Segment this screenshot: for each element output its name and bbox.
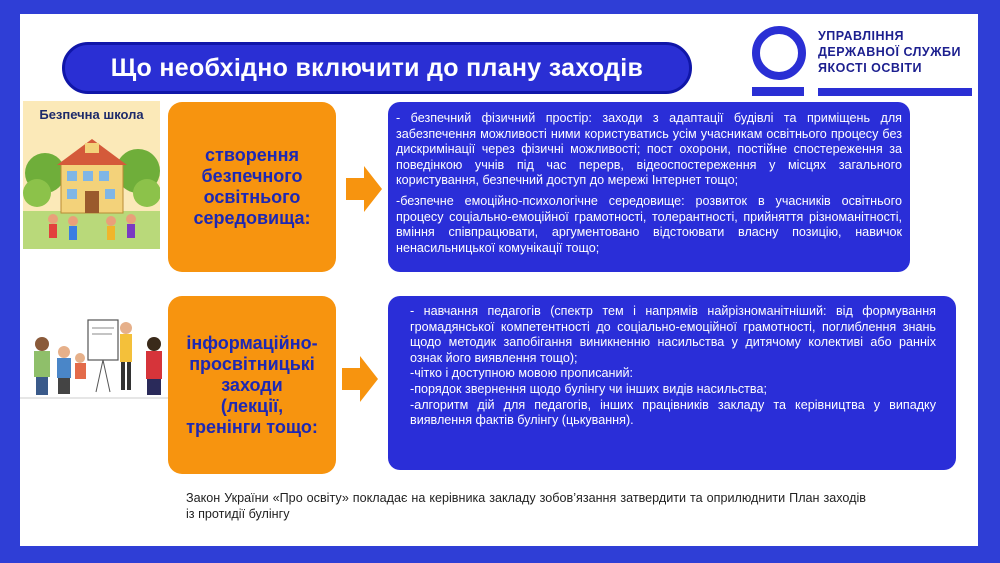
list-item: -алгоритм дій для педагогів, інших працівників закладу та керівництва у випадку виявлення фактів булінгу (цькування).: [410, 397, 936, 428]
slide: [20, 14, 978, 546]
logo-line-1: УПРАВЛІННЯ: [818, 29, 905, 43]
logo-text: [818, 28, 961, 76]
logo-underline: [818, 88, 972, 96]
training-drawing: [20, 314, 170, 414]
right-arrow-icon: [346, 164, 384, 214]
info-events-heading: інформаційно- просвітницькі заходи (лекції, тренінги тощо:: [186, 332, 318, 437]
school-caption: Безпечна школа: [39, 107, 144, 122]
title-banner: [62, 42, 692, 94]
logo-bar: [752, 87, 804, 96]
safe-environment-box: [168, 102, 336, 272]
list-item: - безпечний фізичний простір: заходи з адаптації будівлі та приміщень для забезпечення можливості ними користуватись усім учасникам освітнього процесу без дискримінації через фізичні можливості; пост охорони, постійне спостереження за поведінкою учнів під час перерв, відеоспостереження у місцях загального користування, безпечний доступ до мережі Інтернет тощо;: [396, 111, 902, 188]
list-item: -безпечне емоційно-психологічне середовище: розвиток в учасників освітнього процесу соціально-емоційної грамотності, толерантності, прийняття різноманітності, вміння співпрацювати, аргументовано відстоювати власну позицію, навичок ненасильницької комунікації тощо;: [396, 193, 902, 255]
list-item: -порядок звернення щодо булінгу чи інших видів насильства;: [410, 381, 767, 396]
law-note: Закон України «Про освіту» покладає на керівника закладу зобов’язання затвердити та оприлюднити План заходів із протидії булінгу: [186, 491, 866, 521]
logo-line-2: ДЕРЖАВНОЇ СЛУЖБИ: [818, 45, 961, 59]
logo-line-3: ЯКОСТІ ОСВІТИ: [818, 61, 923, 75]
safe-environment-details: [388, 102, 910, 272]
list-item: - навчання педагогів (спектр тем і напрямів найрізноманітніший: від формування громадянської компетентності до соціально-емоційної грамотності, поглиблення знань щодо методик запобігання виникненню насильства у дитячому колективі або ранніх ознак його виявлення тощо);: [410, 304, 936, 365]
logo: [752, 26, 972, 90]
school-drawing: [23, 101, 160, 249]
info-events-details: [388, 296, 956, 470]
right-arrow-icon: [342, 354, 380, 404]
info-events-box: [168, 296, 336, 474]
page-title: Що необхідно включити до плану заходів: [110, 53, 644, 82]
school-illustration: [23, 101, 160, 249]
safe-environment-heading: створення безпечного освітнього середовища:: [193, 145, 311, 228]
logo-ring-icon: [752, 26, 806, 80]
training-illustration: [20, 314, 170, 414]
list-item: -чітко і доступною мовою прописаний:: [410, 366, 634, 381]
